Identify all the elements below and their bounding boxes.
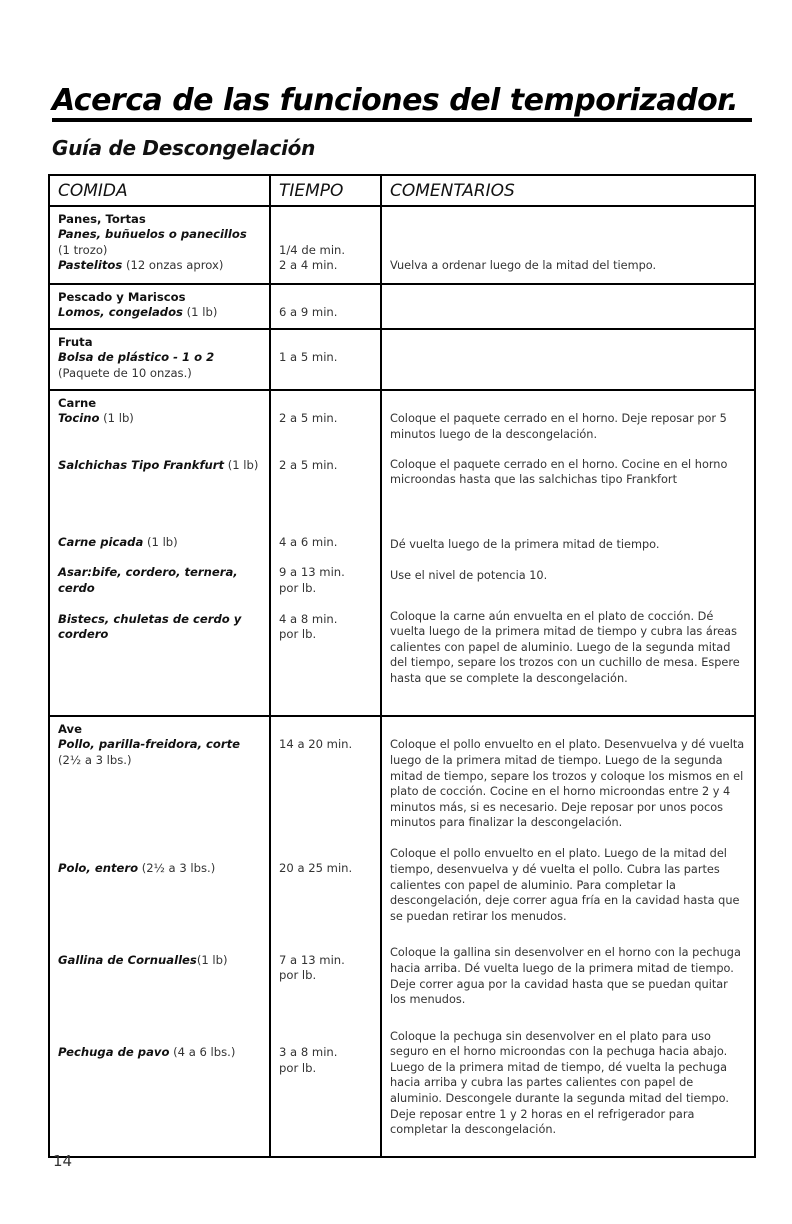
table-row [49, 206, 755, 284]
time-cell [270, 716, 381, 1157]
category-label: Fruta [58, 335, 93, 349]
time-unit: por lb. [279, 626, 317, 641]
time-value: 2 a 5 min. [279, 411, 338, 426]
section-subtitle: Guía de Descongelación [52, 136, 316, 160]
time-value: 20 a 25 min. [279, 860, 353, 875]
header-time: TIEMPO [270, 175, 381, 206]
time-value: 3 a 8 min. [279, 1045, 338, 1060]
food-quantity: (2½ a 3 lbs.) [141, 860, 216, 875]
food-cell [49, 390, 270, 716]
time-value: 1/4 de min. [279, 242, 346, 257]
header-comments: COMENTARIOS [381, 175, 755, 206]
category-label: Pescado y Mariscos [58, 290, 186, 304]
food-cell [49, 329, 270, 390]
comment-text: Coloque el paquete cerrado en el horno. Deje reposar por 5 minutos luego de la descongelación. [390, 412, 727, 441]
time-unit: por lb. [279, 1060, 317, 1075]
category-label: Panes, Tortas [58, 212, 146, 226]
food-quantity: (1 lb) [186, 305, 218, 320]
comment-text: Vuelva a ordenar luego de la mitad del tiempo. [390, 259, 657, 273]
food-name: Asar:bife, cordero, ternera, cerdo [58, 565, 238, 595]
time-value: 2 a 5 min. [279, 457, 338, 472]
time-value: 1 a 5 min. [279, 350, 338, 365]
food-quantity: (1 lb) [103, 411, 134, 426]
time-value: 14 a 20 min. [279, 737, 353, 752]
table-row [49, 329, 755, 390]
time-value: 9 a 13 min. [279, 565, 345, 580]
time-value: 2 a 4 min. [279, 258, 338, 273]
page-number: 14 [53, 1152, 73, 1170]
food-cell [49, 206, 270, 284]
header-food: COMIDA [49, 175, 270, 206]
food-name: Tocino [58, 411, 100, 426]
time-unit: por lb. [279, 968, 317, 983]
comment-text: Coloque la pechuga sin desenvolver en el plato para uso seguro en el horno microondas con la pechuga hacia abajo. Luego de la primera mitad de tiempo, dé vuelta la pechuga hacia arriba y cubra las partes calientes con papel de aluminio. Descongele durante la segunda mitad del tiempo. Deje reposar entre 1 y 2 horas en el refrigerador para completar la descongelación. [390, 1029, 729, 1137]
time-unit: por lb. [279, 580, 317, 595]
food-name: Gallina de Cornualles [58, 952, 197, 967]
food-quantity: (1 lb) [146, 534, 178, 549]
comment-text: Coloque la carne aún envuelta en el plato de cocción. Dé vuelta luego de la primera mitad de tiempo y cubra las áreas calientes con papel de aluminio. Luego de la segunda mitad del tiempo, separe los trozos con un cuchillo de mesa. Espere hasta que se complete la descongelación. [390, 609, 740, 685]
food-name: Pollo, parilla-freidora, corte [58, 737, 241, 752]
comment-cell [381, 206, 755, 284]
category-label: Ave [58, 722, 82, 736]
page-title: Acerca de las funciones del temporizador. [52, 83, 739, 118]
time-cell [270, 284, 381, 329]
time-cell [270, 390, 381, 716]
time-cell [270, 329, 381, 390]
food-quantity: (1 trozo) [58, 242, 108, 257]
time-value: 6 a 9 min. [279, 305, 338, 320]
comment-cell [381, 716, 755, 1157]
food-quantity: (Paquete de 10 onzas.) [58, 365, 192, 380]
food-name: Pastelitos [58, 258, 123, 273]
comment-text: Use el nivel de potencia 10. [390, 568, 548, 582]
category-label: Carne [58, 396, 97, 410]
food-cell [49, 716, 270, 1157]
comment-text: Coloque la gallina sin desenvolver en el horno con la pechuga hacia arriba. Dé vuelta luego de la primera mitad de tiempo. Deje correr agua por la cavidad hasta que se puedan quitar los menudos. [390, 946, 741, 1007]
table-row [49, 284, 755, 329]
comment-text: Dé vuelta luego de la primera mitad de tiempo. [390, 537, 660, 551]
table-row [49, 716, 755, 1157]
comment-cell [381, 329, 755, 390]
table-header-row [49, 175, 755, 206]
food-name: Lomos, congelados [58, 305, 183, 320]
food-quantity: (12 onzas aprox) [125, 258, 224, 273]
comment-text: Coloque el paquete cerrado en el horno. Cocine en el horno microondas hasta que las salchichas tipo Frankfort [390, 457, 728, 487]
food-cell [49, 284, 270, 329]
food-name: Bolsa de plástico - 1 o 2 [58, 350, 215, 365]
food-name: Panes, buñuelos o panecillos [58, 227, 247, 242]
food-name: Salchichas Tipo Frankfurt [58, 457, 225, 472]
title-underline [52, 118, 752, 122]
time-value: 4 a 8 min. [279, 611, 338, 626]
food-quantity: (4 a 6 lbs.) [173, 1045, 236, 1060]
food-quantity: (1 lb) [196, 952, 228, 967]
comment-text: Coloque el pollo envuelto en el plato. Luego de la mitad del tiempo, desenvuelva y dé vuelta el pollo. Cubra las partes calientes con papel de aluminio. Para completar la descongelación, deje correr agua fría en la cavidad hasta que se puedan retirar los menudos. [390, 847, 740, 923]
time-cell [270, 206, 381, 284]
comment-cell [381, 284, 755, 329]
time-value: 4 a 6 min. [279, 534, 338, 549]
time-value: 7 a 13 min. [279, 952, 345, 967]
defrost-guide-table [48, 174, 756, 1158]
food-name: Polo, entero [58, 860, 139, 875]
food-quantity: (1 lb) [227, 457, 259, 472]
food-name: Bistecs, chuletas de cerdo y cordero [58, 611, 242, 641]
table-row [49, 390, 755, 716]
comment-text: Coloque el pollo envuelto en el plato. Desenvuelva y dé vuelta luego de la primera mitad de tiempo. Luego de la segunda mitad de tiempo, separe los trozos y coloque los mismos en el plato de cocción. Cocine en el horno microondas entre 2 y 4 minutos más, si es necesario. Deje reposar por unos pocos minutos para finalizar la descongelación. [390, 738, 745, 830]
food-quantity: (2½ a 3 lbs.) [58, 752, 132, 767]
food-name: Pechuga de pavo [58, 1045, 170, 1060]
food-name: Carne picada [58, 534, 144, 549]
comment-cell [381, 390, 755, 716]
